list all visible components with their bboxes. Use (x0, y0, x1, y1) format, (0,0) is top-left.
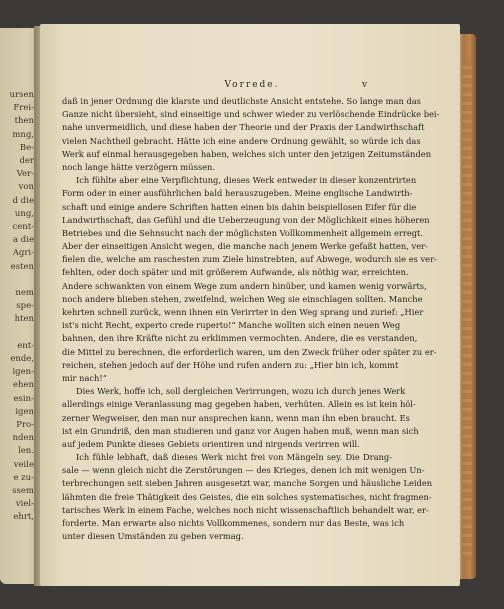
left-page-fragment: spe- (16, 301, 34, 312)
left-page-fragment: ursen (9, 90, 34, 100)
text-line: forderte. Man erwarte also nichts Vollkommenes, sondern nur das Beste, was ich (62, 518, 405, 528)
left-page-fragment: Pro- (16, 420, 34, 430)
text-line: terbrechungen seit sieben Jahren ausgesetzt war, manche Sorgen und häusliche Leiden (62, 478, 433, 489)
left-page-fragment: ende, (10, 354, 34, 364)
body-text (62, 95, 440, 543)
text-line: ist's nicht Recht, experto crede ruperto!“ Manche wollten sich einen neuen Weg (62, 320, 401, 331)
left-page-fragment: then (14, 116, 34, 127)
text-line: unter diesen Umständen zu geben vermag. (62, 531, 244, 542)
left-page-fragment: Be- (19, 142, 34, 153)
left-page-fragment: viel- (15, 499, 34, 510)
text-line: Dies Werk, hoffe ich, soll dergleichen Verirrungen, wozu ich durch jenes Werk (76, 386, 406, 397)
left-page-fragment: ent- (17, 340, 34, 351)
left-page-fragment: d die (12, 195, 34, 206)
text-line: mir nach!“ (62, 372, 107, 383)
left-page-fragment: igen- (12, 367, 34, 378)
text-line: Form oder in einer ausführlichen bald herauszugeben. Meine englische Landwirth- (62, 188, 413, 199)
left-page-fragment: esten (10, 261, 34, 272)
left-page-fragment: len. (18, 446, 34, 457)
left-page-fragment: esin- (13, 393, 34, 404)
left-page-fragment: ehen (12, 380, 34, 391)
text-line: tarisches Werk in einem Fache, welches noch nicht wissenschaftlich behandelt war, er- (62, 504, 429, 515)
text-line: noch andere blieben stehen, zweifelnd, welchen Weg sie einschlagen sollten. Manche (62, 293, 423, 304)
text-line: fielen die, welche am raschesten zum Ziele hinstrebten, auf Abwege, wodurch sie es ver- (62, 254, 437, 265)
text-line: die Mittel zu berechnen, die erforderlich waren, um den Zweck früher oder später zu er- (62, 346, 437, 357)
text-line: nahe unvermeidlich, und diese haben der Theorie und der Praxis der Landwirthschaft (62, 122, 425, 133)
left-page-fragment: von (18, 182, 34, 193)
text-line: schaft und einige andere Schriften hatten einen bis dahin beispiellosen Eifer für die (62, 201, 417, 212)
left-page-fragment: nden (12, 433, 34, 444)
text-line: zerner Wegweiser, den man nur ansprechen kann, wenn man ihn eben braucht. Es (62, 412, 410, 423)
page-number: v (362, 80, 368, 90)
left-page-fragment: ung, (14, 208, 34, 219)
left-page-fragment: hten (14, 314, 34, 325)
text-line: kehrten schnell zurück, wenn ihnen ein Verirrter in den Weg sprang und zurief: „Hier (62, 307, 424, 317)
left-page-fragment: e zu- (13, 472, 34, 483)
left-page-fragment: der (19, 156, 34, 166)
text-line: ist ein Grundriß, den man studieren und ganz vor Augen haben muß, wenn man sich (62, 425, 419, 436)
text-line: Werk auf einmal herausgegeben haben, welches sich unter den jetzigen Zeitumständen (62, 148, 432, 159)
left-page-fragment: Frei- (13, 103, 34, 114)
left-page-fragment: a die (13, 235, 34, 246)
text-line: bahnen, den ihre Kräfte nicht zu erklimmen vermochten. Andere, die es verstanden, (62, 333, 418, 344)
text-line: lähmten die freie Thätigkeit des Geistes, die ein solches systematisches, nicht fragmen- (62, 491, 432, 502)
text-line: Andere schwankten von einem Wege zum andern hinüber, und kamen wenig vorwärts, (62, 280, 427, 291)
left-page-fragment: ssem (12, 486, 34, 496)
text-line: Landwirthschaft, das Gefühl und die Ueberzeugung von der Möglichkeit eines höheren (62, 214, 430, 225)
text-line: fehlten, oder doch später und mit größerem Aufwande, als nöthig war, erreichten. (62, 267, 409, 278)
running-header: Vorrede. (224, 80, 280, 90)
text-line: allerdings einige Veranlassung mag gegeben haben, verhüten. Allein es ist kein höl- (62, 399, 416, 410)
text-line: Ich fühle lebhaft, daß dieses Werk nicht frei von Mängeln sey. Die Drang- (76, 452, 392, 463)
left-page-fragment: veile (13, 459, 34, 470)
text-line: Ich fühlte aber eine Verpflichtung, dieses Werk entweder in dieser konzentrirten (76, 175, 417, 186)
left-page-fragment: nem (15, 288, 34, 298)
left-page-fragment: mng, (12, 129, 34, 140)
left-page-fragment: cent- (12, 222, 34, 232)
text-line: vielen Nachtheil gebracht. Hätte ich eine andere Ordnung gewählt, so würde ich das (62, 135, 421, 146)
left-page-fragment: ehrt, (13, 512, 34, 523)
text-line: sale — wenn gleich nicht die Zerstörungen — des Krieges, denen ich mit wenigen Un- (62, 465, 425, 476)
left-page-fragment: Agri- (12, 248, 34, 259)
left-page-fragment: Ver- (16, 169, 34, 180)
text-line: auf jedem Punkte dieses Gebiets orientiren und nirgends verirren will. (62, 438, 360, 449)
left-page-fragment: igen (15, 406, 34, 417)
text-line: noch lange hätte verzögern müssen. (62, 161, 215, 172)
page-edge-texture (462, 60, 472, 560)
text-line: Ganze nicht übersieht, sind einseitige und schwer wieder zu verlöschende Eindrücke bei- (62, 109, 440, 120)
text-line: reichen, stehen jedoch auf der Höhe und rufen andern zu: „Hier bin ich, kommt (62, 359, 399, 370)
text-line: daß in jener Ordnung die klarste und deutlichste Ansicht entstehe. So lange man das (62, 96, 421, 106)
text-line: Betriebes und die Sehnsucht nach der möglichsten Vollkommenheit allgemein erregt. (62, 227, 424, 238)
text-line: Aber der einseitigen Ansicht wegen, die manche nach jenem Werke gefaßt hatten, ver- (62, 241, 428, 252)
